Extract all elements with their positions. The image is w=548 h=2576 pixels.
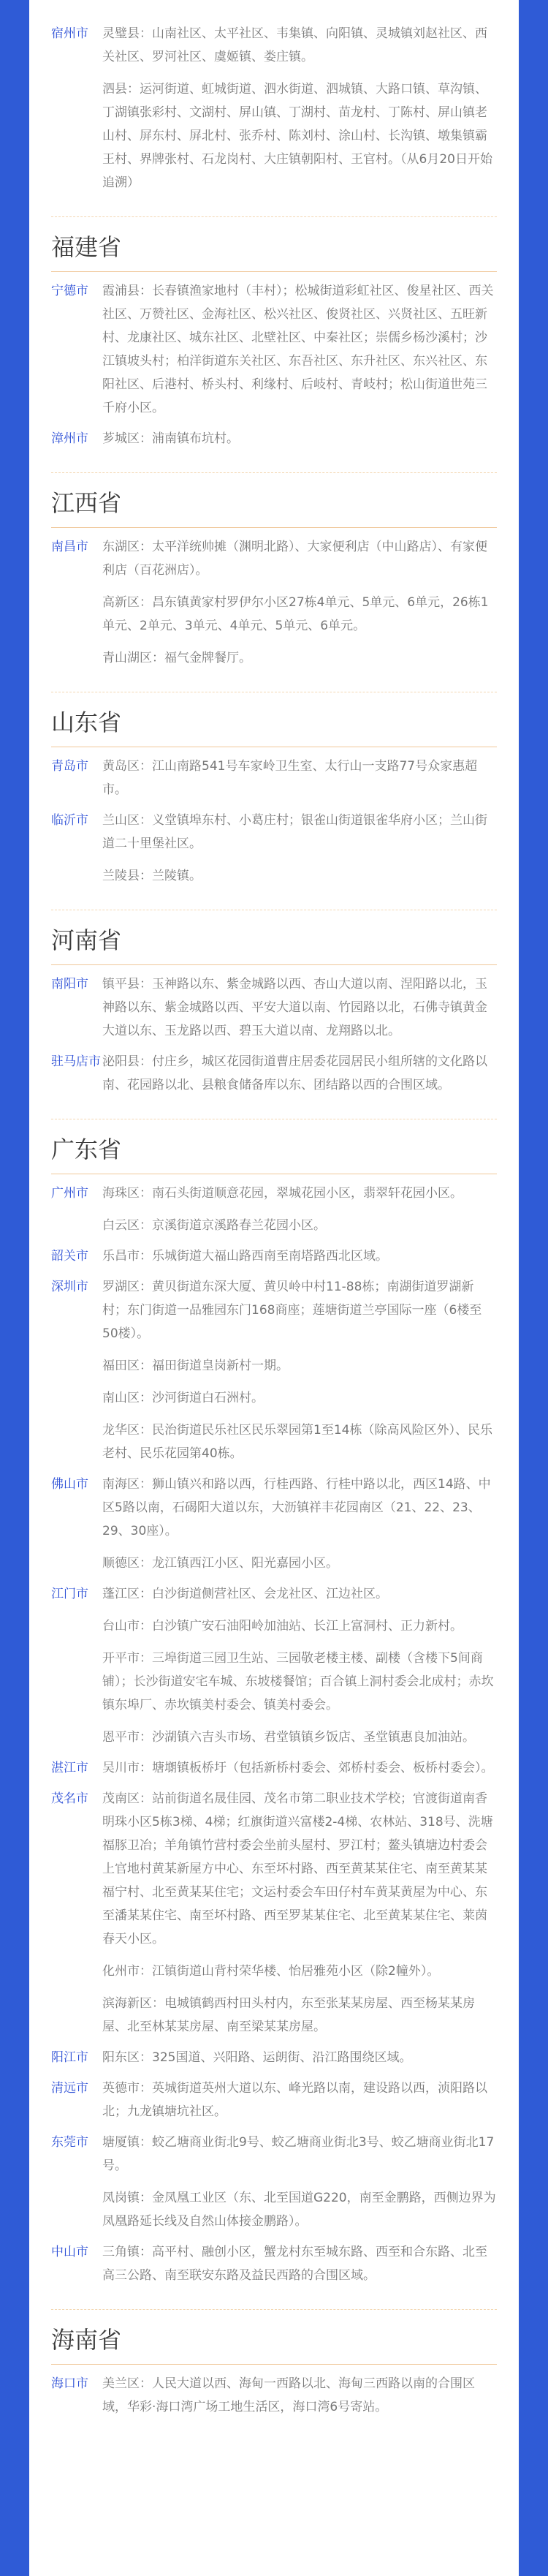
province-title: 福建省 — [51, 233, 122, 261]
city-name: 南阳市 — [51, 977, 88, 992]
city-row — [51, 2372, 497, 2419]
county-item: 黄岛区：江山南路541号车家岭卫生室、太行山一支路77号众家惠超市。 — [102, 759, 478, 797]
county-item: 东湖区：太平洋统帅摊（渊明北路）、大家便利店（中山路店）、有家便利店（百花洲店）。 — [102, 540, 487, 578]
county-item: 泗县：运河街道、虹城街道、泗水街道、泗城镇、大路口镇、草沟镇、丁湖镇张彩村、文湖村、屏山镇、丁湖村、苗龙村、丁陈村、屏山镇老山村、屏东村、屏北村、张乔村、陈刘村、涂山村、长沟镇、墩集镇霸王村、界牌张村、石龙岗村、大庄镇朝阳村、王官村。（从6月20日开始追溯） — [102, 82, 492, 190]
county-list — [102, 1050, 497, 1097]
county-list — [102, 1787, 497, 2039]
province-section — [51, 692, 497, 888]
city-row — [51, 2077, 497, 2123]
content-area — [29, 22, 519, 2419]
county-item: 顺德区：龙江镇西江小区、阳光嘉园小区。 — [102, 1556, 338, 1571]
county-list — [102, 1756, 497, 1780]
city-row — [51, 1275, 497, 1465]
county-item: 乐昌市：乐城街道大福山路西南至南塔路西北区域。 — [102, 1249, 388, 1264]
content-card — [29, 0, 519, 2576]
province-title: 山东省 — [51, 709, 122, 736]
county-list — [102, 1182, 497, 1237]
county-item: 罗湖区：黄贝街道东深大厦、黄贝岭中村11-88栋；南湖街道罗湖新村；东门街道一品雅园东门168商座；莲塘街道兰亭国际一座（6楼至50楼）。 — [102, 1280, 482, 1341]
county-list — [102, 427, 497, 450]
county-list — [102, 2372, 497, 2419]
city-name: 海口市 — [51, 2376, 88, 2391]
county-item: 蓬江区：白沙街道侧营社区、会龙社区、江边社区。 — [102, 1587, 388, 1601]
province-title: 海南省 — [51, 2326, 122, 2354]
county-list — [102, 2131, 497, 2233]
county-item: 福田区：福田街道皇岗新村一期。 — [102, 1359, 289, 1373]
city-name: 东莞市 — [51, 2135, 88, 2150]
city-row — [51, 2046, 497, 2069]
county-item: 南海区：狮山镇兴和路以西，行桂西路、行桂中路以北，西区14路、中区5路以南，石碣阳大道以东，大沥镇祥丰花园南区（21、22、23、29、30座）。 — [102, 1477, 491, 1538]
city-name: 宿州市 — [51, 26, 88, 41]
city-row — [51, 1756, 497, 1780]
city-name: 韶关市 — [51, 1249, 88, 1264]
county-item: 兰陵县：兰陵镇。 — [102, 869, 202, 883]
county-list — [102, 809, 497, 888]
county-item: 芗城区：浦南镇布坑村。 — [102, 431, 239, 446]
province-section — [51, 910, 497, 1097]
city-row — [51, 1787, 497, 2039]
section-divider — [51, 472, 497, 473]
county-item: 三角镇：高平村、融创小区，蟹龙村东至城东路、西至和合东路、北至高三公路、南至联安东路及益民西路的合围区域。 — [102, 2245, 487, 2283]
province-section — [51, 472, 497, 670]
city-row — [51, 1244, 497, 1268]
province-underline — [51, 964, 497, 965]
county-list — [102, 2046, 497, 2069]
city-row — [51, 2240, 497, 2287]
province-title: 江西省 — [51, 489, 122, 517]
county-list — [102, 1244, 497, 1268]
city-row — [51, 972, 497, 1043]
province-underline — [51, 271, 497, 272]
county-item: 灵璧县：山南社区、太平社区、韦集镇、向阳镇、灵城镇刘赵社区、西关社区、罗河社区、虞姬镇、娄庄镇。 — [102, 26, 487, 64]
county-list — [102, 22, 497, 194]
county-item: 美兰区：人民大道以西、海甸一西路以北、海甸三西路以南的合围区域，华彩·海口湾广场工地生活区，海口湾6号寄站。 — [102, 2376, 475, 2414]
county-list — [102, 755, 497, 801]
county-list — [102, 535, 497, 670]
county-item: 塘厦镇：蛟乙塘商业街北9号、蛟乙塘商业街北3号、蛟乙塘商业街北17号。 — [102, 2135, 495, 2173]
county-item: 霞浦县：长春镇渔家地村（丰村）；松城街道彩虹社区、俊星社区、西关社区、万赞社区、金海社区、松兴社区、俊贤社区、兴贤社区、五旺新村、龙康社区、城东社区、北壁社区、中秦社区；崇儒乡杨沙溪村；沙江镇坡头村；柏洋街道东关社区、东吾社区、东升社区、东兴社区、东阳社区、后港村、桥头村、利缘村、后岐村、青岐村；松山街道世苑三千府小区。 — [102, 284, 494, 415]
province-section — [51, 216, 497, 450]
city-name: 宁德市 — [51, 284, 88, 298]
county-list — [102, 279, 497, 420]
city-name: 深圳市 — [51, 1280, 88, 1294]
county-item: 开平市：三埠街道三园卫生站、三园敬老楼主楼、副楼（含楼下5间商铺）；长沙街道安宅车城、东坡楼餐馆；百合镇上洞村委会北成村；赤坎镇东埠厂、赤坎镇美村委会、镇美村委会。 — [102, 1651, 494, 1712]
city-row — [51, 427, 497, 450]
city-row — [51, 1582, 497, 1749]
city-name: 湛江市 — [51, 1761, 88, 1775]
city-name: 广州市 — [51, 1186, 88, 1201]
city-name: 南昌市 — [51, 540, 88, 554]
county-item: 龙华区：民治街道民乐社区民乐翠园第1至14栋（除高风险区外）、民乐老村、民乐花园第40栋。 — [102, 1423, 492, 1461]
city-name: 阳江市 — [51, 2050, 88, 2065]
city-name: 佛山市 — [51, 1477, 88, 1492]
county-item: 茂南区：站前街道名晟佳园、茂名市第二职业技术学校；官渡街道南香明珠小区5栋3梯、4梯；红旗街道兴富楼2-4梯、农林站、318号、洗塘福豚卫冶；羊角镇竹营村委会坐前头屋村、罗江村；鳌头镇塘边村委会上官地村黄某新屋方中心、东至坏村路、西至黄某某住宅、南至黄某某福宁村、北至黄某某住宅；文运村委会车田仔村车黄某黄屋为中心、东至潘某某住宅、南至坏村路、西至罗某某住宅、北至黄某某住宅、莱茵春天小区。 — [102, 1791, 493, 1946]
county-list — [102, 1582, 497, 1749]
city-row — [51, 755, 497, 801]
county-item: 恩平市：沙湖镇六吉头市场、君堂镇镇乡饭店、圣堂镇惠良加油站。 — [102, 1730, 475, 1745]
province-section — [51, 22, 497, 194]
county-item: 凤岗镇：金凤凰工业区（东、北至国道G220，南至金鹏路，西侧边界为凤凰路延长线及自然山体接金鹏路）。 — [102, 2191, 496, 2229]
county-item: 高新区：昌东镇黄家村罗伊尔小区27栋4单元、5单元、6单元，26栋1单元、2单元、3单元、4单元、5单元、6单元。 — [102, 595, 489, 633]
city-name: 清远市 — [51, 2081, 88, 2096]
county-item: 镇平县：玉神路以东、紫金城路以西、杏山大道以南、涅阳路以北，玉神路以东、紫金城路以西、平安大道以南、竹园路以北，石佛寺镇黄金大道以东、玉龙路以西、碧玉大道以南、龙翔路以北。 — [102, 977, 487, 1038]
province-underline — [51, 527, 497, 528]
city-name: 江门市 — [51, 1587, 88, 1601]
city-row — [51, 1182, 497, 1237]
province-title: 河南省 — [51, 926, 122, 954]
county-item: 白云区：京溪街道京溪路春兰花园小区。 — [102, 1218, 326, 1233]
section-divider — [51, 2309, 497, 2310]
county-item: 青山湖区：福气金牌餐厅。 — [102, 651, 251, 665]
county-item: 化州市：江镇街道山背村荣华楼、怡居雅苑小区（除2幢外）。 — [102, 1964, 440, 1979]
county-item: 南山区：沙河街道白石洲村。 — [102, 1391, 264, 1405]
city-row — [51, 1473, 497, 1575]
county-list — [102, 2240, 497, 2287]
province-section — [51, 2309, 497, 2419]
city-name: 临沂市 — [51, 813, 88, 828]
city-row — [51, 809, 497, 888]
province-underline — [51, 2364, 497, 2365]
county-item: 泌阳县：付庄乡，城区花园街道曹庄居委花园居民小组所辖的文化路以南、花园路以北、县粮食储备库以东、团结路以西的合围区域。 — [102, 1054, 487, 1092]
county-list — [102, 1473, 497, 1575]
county-list — [102, 2077, 497, 2123]
county-item: 滨海新区：电城镇鹤西村田头村内，东至张某某房屋、西至杨某某房屋、北至林某某房屋、南至梁某某房屋。 — [102, 1996, 475, 2034]
city-name: 漳州市 — [51, 431, 88, 446]
province-title: 广东省 — [51, 1136, 122, 1163]
province-section — [51, 1119, 497, 2287]
county-item: 吴川市：塘㙟镇板桥圩（包括新桥村委会、郊桥村委会、板桥村委会）。 — [102, 1761, 494, 1775]
city-row — [51, 279, 497, 420]
city-name: 青岛市 — [51, 759, 88, 774]
city-name: 中山市 — [51, 2245, 88, 2259]
city-name: 驻马店市 — [51, 1054, 101, 1069]
county-item: 海珠区：南石头街道顺意花园，翠城花园小区，翡翠轩花园小区。 — [102, 1186, 463, 1201]
county-item: 阳东区：325国道、兴阳路、运朗街、沿江路围绕区域。 — [102, 2050, 412, 2065]
county-list — [102, 1275, 497, 1465]
section-divider — [51, 216, 497, 217]
county-item: 台山市：白沙镇广安石油阳岭加油站、长江上富洞村、正力新村。 — [102, 1619, 463, 1633]
city-row — [51, 535, 497, 670]
city-row — [51, 22, 497, 194]
county-list — [102, 972, 497, 1043]
city-row — [51, 1050, 497, 1097]
city-row — [51, 2131, 497, 2233]
county-item: 英德市：英城街道英州大道以东、峰光路以南，建设路以西，浈阳路以北；九龙镇塘坑社区。 — [102, 2081, 487, 2119]
county-item: 兰山区：义堂镇埠东村、小葛庄村；银雀山街道银雀华府小区；兰山街道二十里堡社区。 — [102, 813, 487, 851]
city-name: 茂名市 — [51, 1791, 88, 1806]
